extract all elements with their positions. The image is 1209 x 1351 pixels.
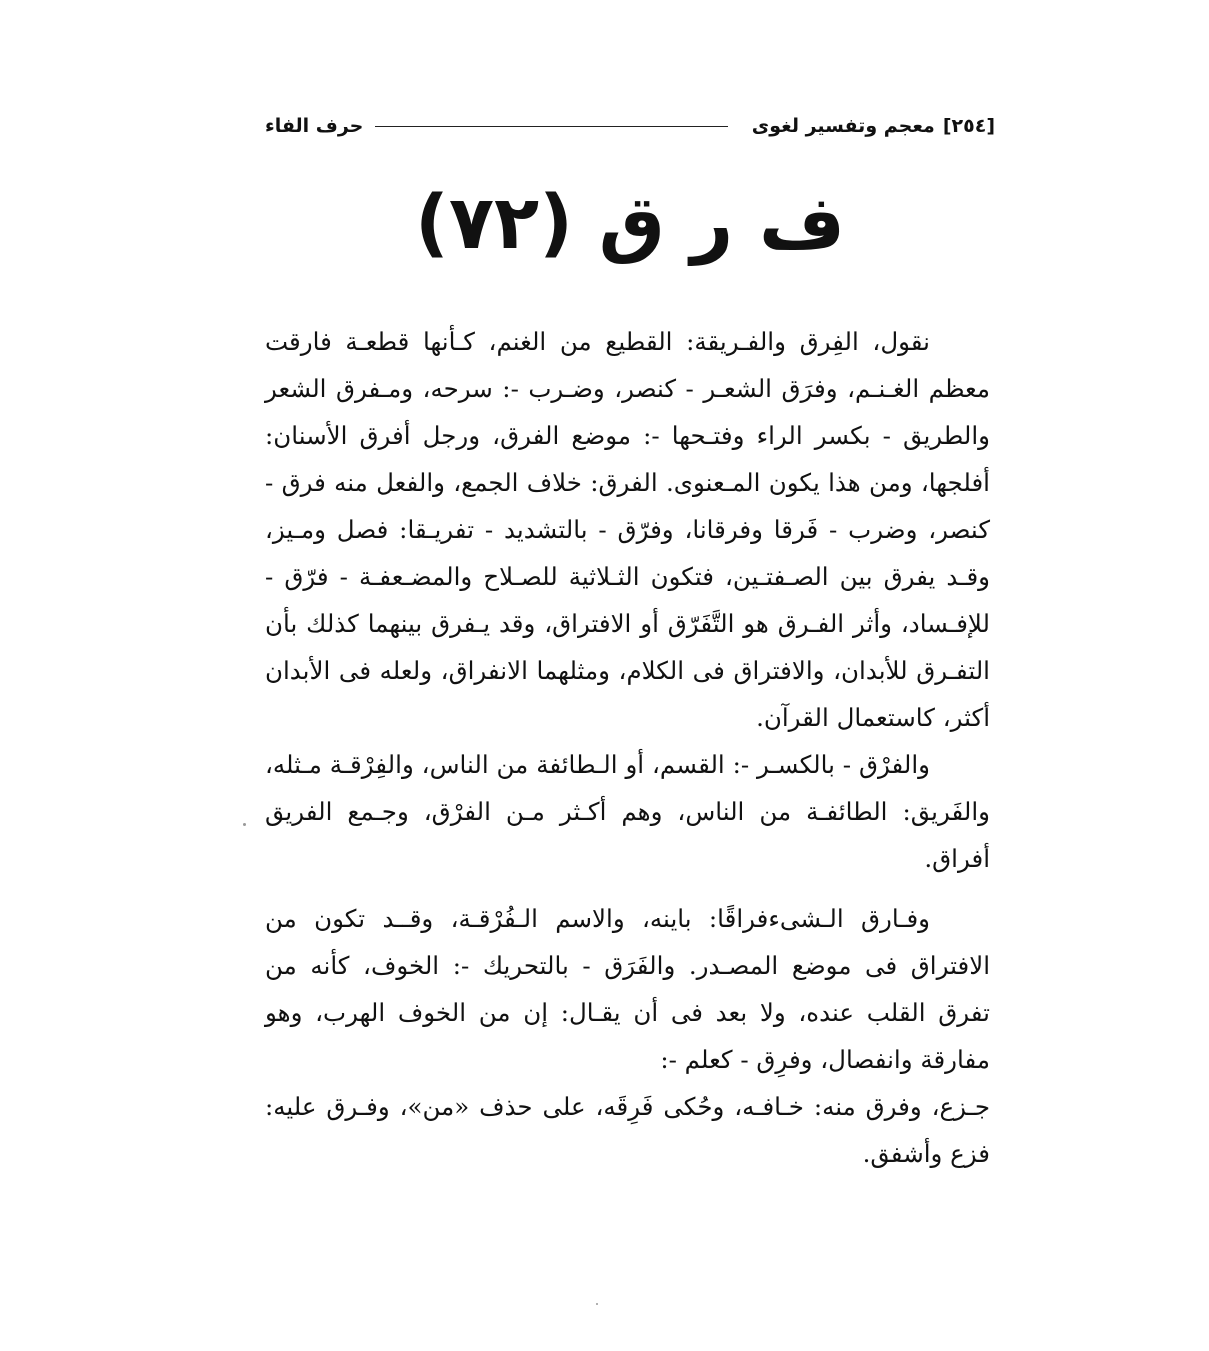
scan-speck xyxy=(243,823,246,826)
entry-body xyxy=(265,318,990,1177)
paragraph: وفـارق الـشىءفراقًا: باينه، والاسم الـفُرْقـة، وقــد تكون من الافتراق فى موضع المصـدر. والفَرَق - بالتحريك -: الخوف، كأنه من تفرق القلب عنده، ولا بعد فى أن يقـال: إن من الخوف الهرب، وهو مفارقة وانفصال، وفرِق - كعلم -: xyxy=(265,904,990,1074)
paragraph: نقول، الفِرق والفـريقة: القطيع من الغنم، كـأنها قطعـة فارقت معظم الغـنـم، وفرَق الشعـر - كنصر، وضـرب -: سرحه، ومـفرق الشعر والطريق - بكسر الراء وفتـحها -: موضع الفرق، ورجل أفرق الأسنان: أفلجها، ومن هذا يكون المـعنوى. الفرق: خلاف الجمع، والفعل منه فرق - كنصر، وضرب - فَرقا وفرقانا، وفرّق - بالتشديد - تفريـقا: فصل ومـيز، وقـد يفرق بين الصـفتـين، فتكون الثـلاثية للصـلاح والمضـعفـة - فرّق - للإفـساد، وأثر الفـرق هو التَّفَرّق أو الافتراق، وقد يـفرق بينهما كذلك بأن التفـرق للأبدان، والافتراق فى الكلام، ومثلهما الانفراق، ولعله فى الأبدان أكثر، كاستعمال القرآن. xyxy=(265,327,990,732)
scan-speck xyxy=(596,1303,598,1305)
paragraph: جـزع، وفرق منه: خـافـه، وحُكى فَرِقَه، على حذف «من»، وفـرق عليه: فزع وأشفق. xyxy=(265,1092,990,1168)
page-header xyxy=(265,108,995,144)
page-number: [٢٥٤] xyxy=(942,115,995,137)
header-rule xyxy=(375,126,727,127)
section-title: حرف الفاء xyxy=(265,115,364,137)
entry-heading: ف ر ق (٧٢) xyxy=(415,180,845,266)
paragraph: والفرْق - بالكسـر -: القسم، أو الـطائفة من الناس، والفِرْقـة مـثله، والفَريق: الطائفـة من الناس، وهم أكـثر مـن الفرْق، وجـمع الفريق أفراق. xyxy=(265,750,990,873)
book-title: معجم وتفسير لغوى xyxy=(751,115,935,137)
